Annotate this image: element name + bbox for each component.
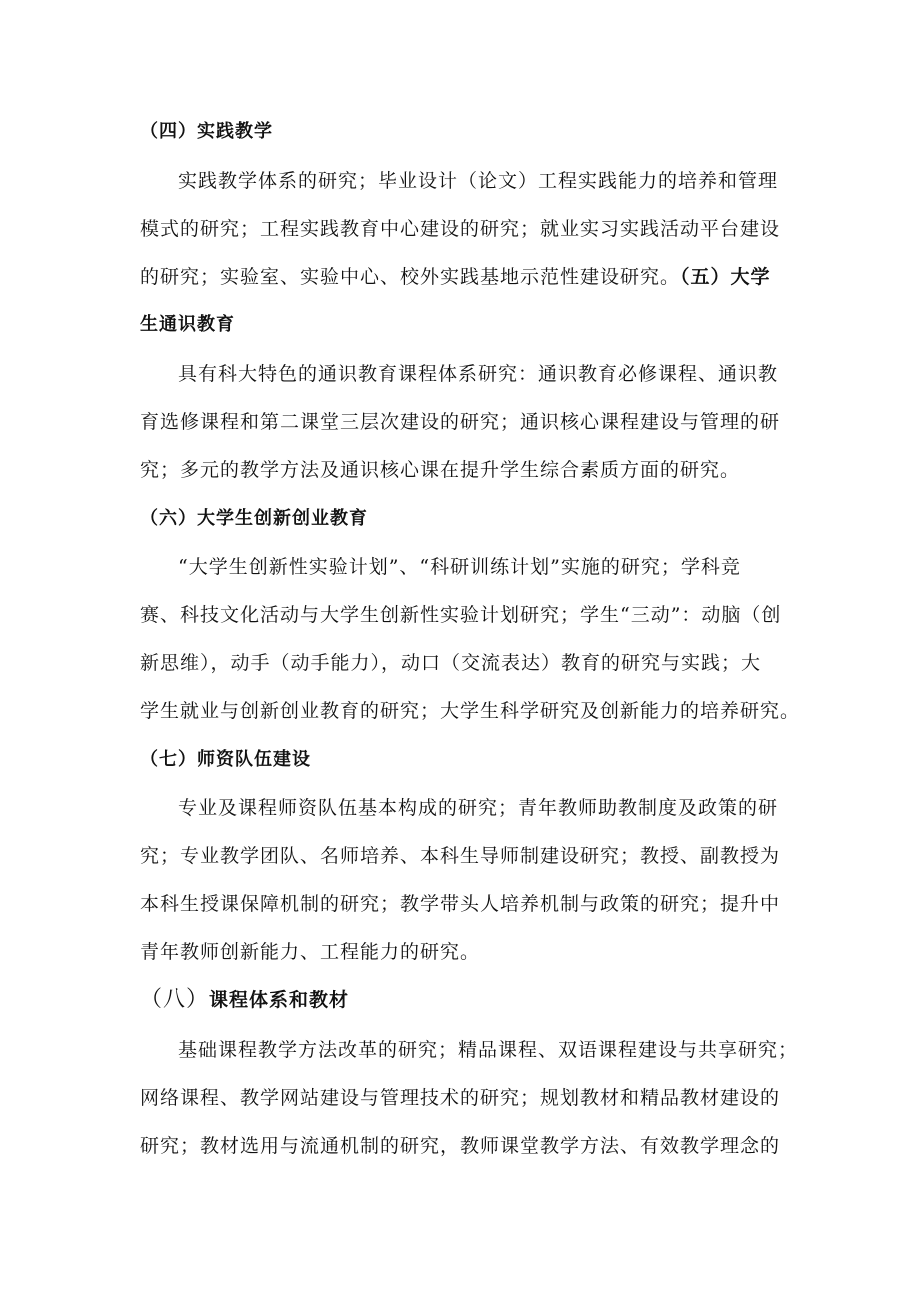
paragraph-text: 的研究；实验室、实验中心、校外实践基地示范性建设研究。: [140, 266, 681, 288]
heading-curriculum-textbooks: [140, 988, 790, 1012]
paragraph-line: [140, 265, 790, 289]
paragraph-line: 新思维），动手（动手能力），动口（交流表达）教育的研究与实践；大: [140, 652, 762, 674]
paragraph-line: 育选修课程和第二课堂三层次建设的研究；通识核心课程建设与管理的研: [140, 411, 781, 433]
heading-general-education-part1: （五）大学: [680, 266, 771, 288]
paragraph-line: 研究；教材选用与流通机制的研究，教师课堂教学方法、有效教学理念的: [140, 1135, 781, 1157]
paragraph-line: “大学生创新性实验计划”、“科研训练计划”实施的研究；学科竞: [178, 556, 741, 578]
heading-number: （八）: [140, 987, 210, 1012]
paragraph-line: 青年教师创新能力、工程能力的研究。: [140, 941, 481, 963]
heading-practice-teaching: （四）实践教学: [140, 121, 273, 142]
paragraph-line: 实践教学体系的研究；毕业设计（论文）工程实践能力的培养和管理: [178, 170, 779, 192]
heading-faculty-building: （七）师资队伍建设: [140, 749, 311, 770]
heading-text: 课程体系和教材: [209, 989, 350, 1011]
paragraph-line: 究；多元的教学方法及通识核心课在提升学生综合素质方面的研究。: [140, 459, 741, 481]
paragraph-line: 模式的研究；工程实践教育中心建设的研究；就业实习实践活动平台建设: [140, 218, 781, 240]
paragraph-line: 基础课程教学方法改革的研究；精品课程、双语课程建设与共享研究；: [178, 1039, 799, 1061]
paragraph-line: 究；专业教学团队、名师培养、本科生导师制建设研究；教授、副教授为: [140, 845, 781, 867]
heading-general-education-part2: 生通识教育: [140, 314, 235, 335]
heading-innovation-entrepreneurship: （六）大学生创新创业教育: [140, 508, 368, 529]
paragraph-line: 网络课程、教学网站建设与管理技术的研究；规划教材和精品教材建设的: [140, 1087, 781, 1109]
paragraph-line: 专业及课程师资队伍基本构成的研究；青年教师助教制度及政策的研: [178, 797, 779, 819]
paragraph-line: 具有科大特色的通识教育课程体系研究：通识教育必修课程、通识教: [178, 363, 779, 385]
paragraph-line: 学生就业与创新创业教育的研究；大学生科学研究及创新能力的培养研究。: [140, 700, 801, 722]
paragraph-line: 赛、科技文化活动与大学生创新性实验计划研究；学生“三动”：动脑（创: [140, 604, 782, 626]
paragraph-line: 本科生授课保障机制的研究；教学带头人培养机制与政策的研究；提升中: [140, 893, 781, 915]
